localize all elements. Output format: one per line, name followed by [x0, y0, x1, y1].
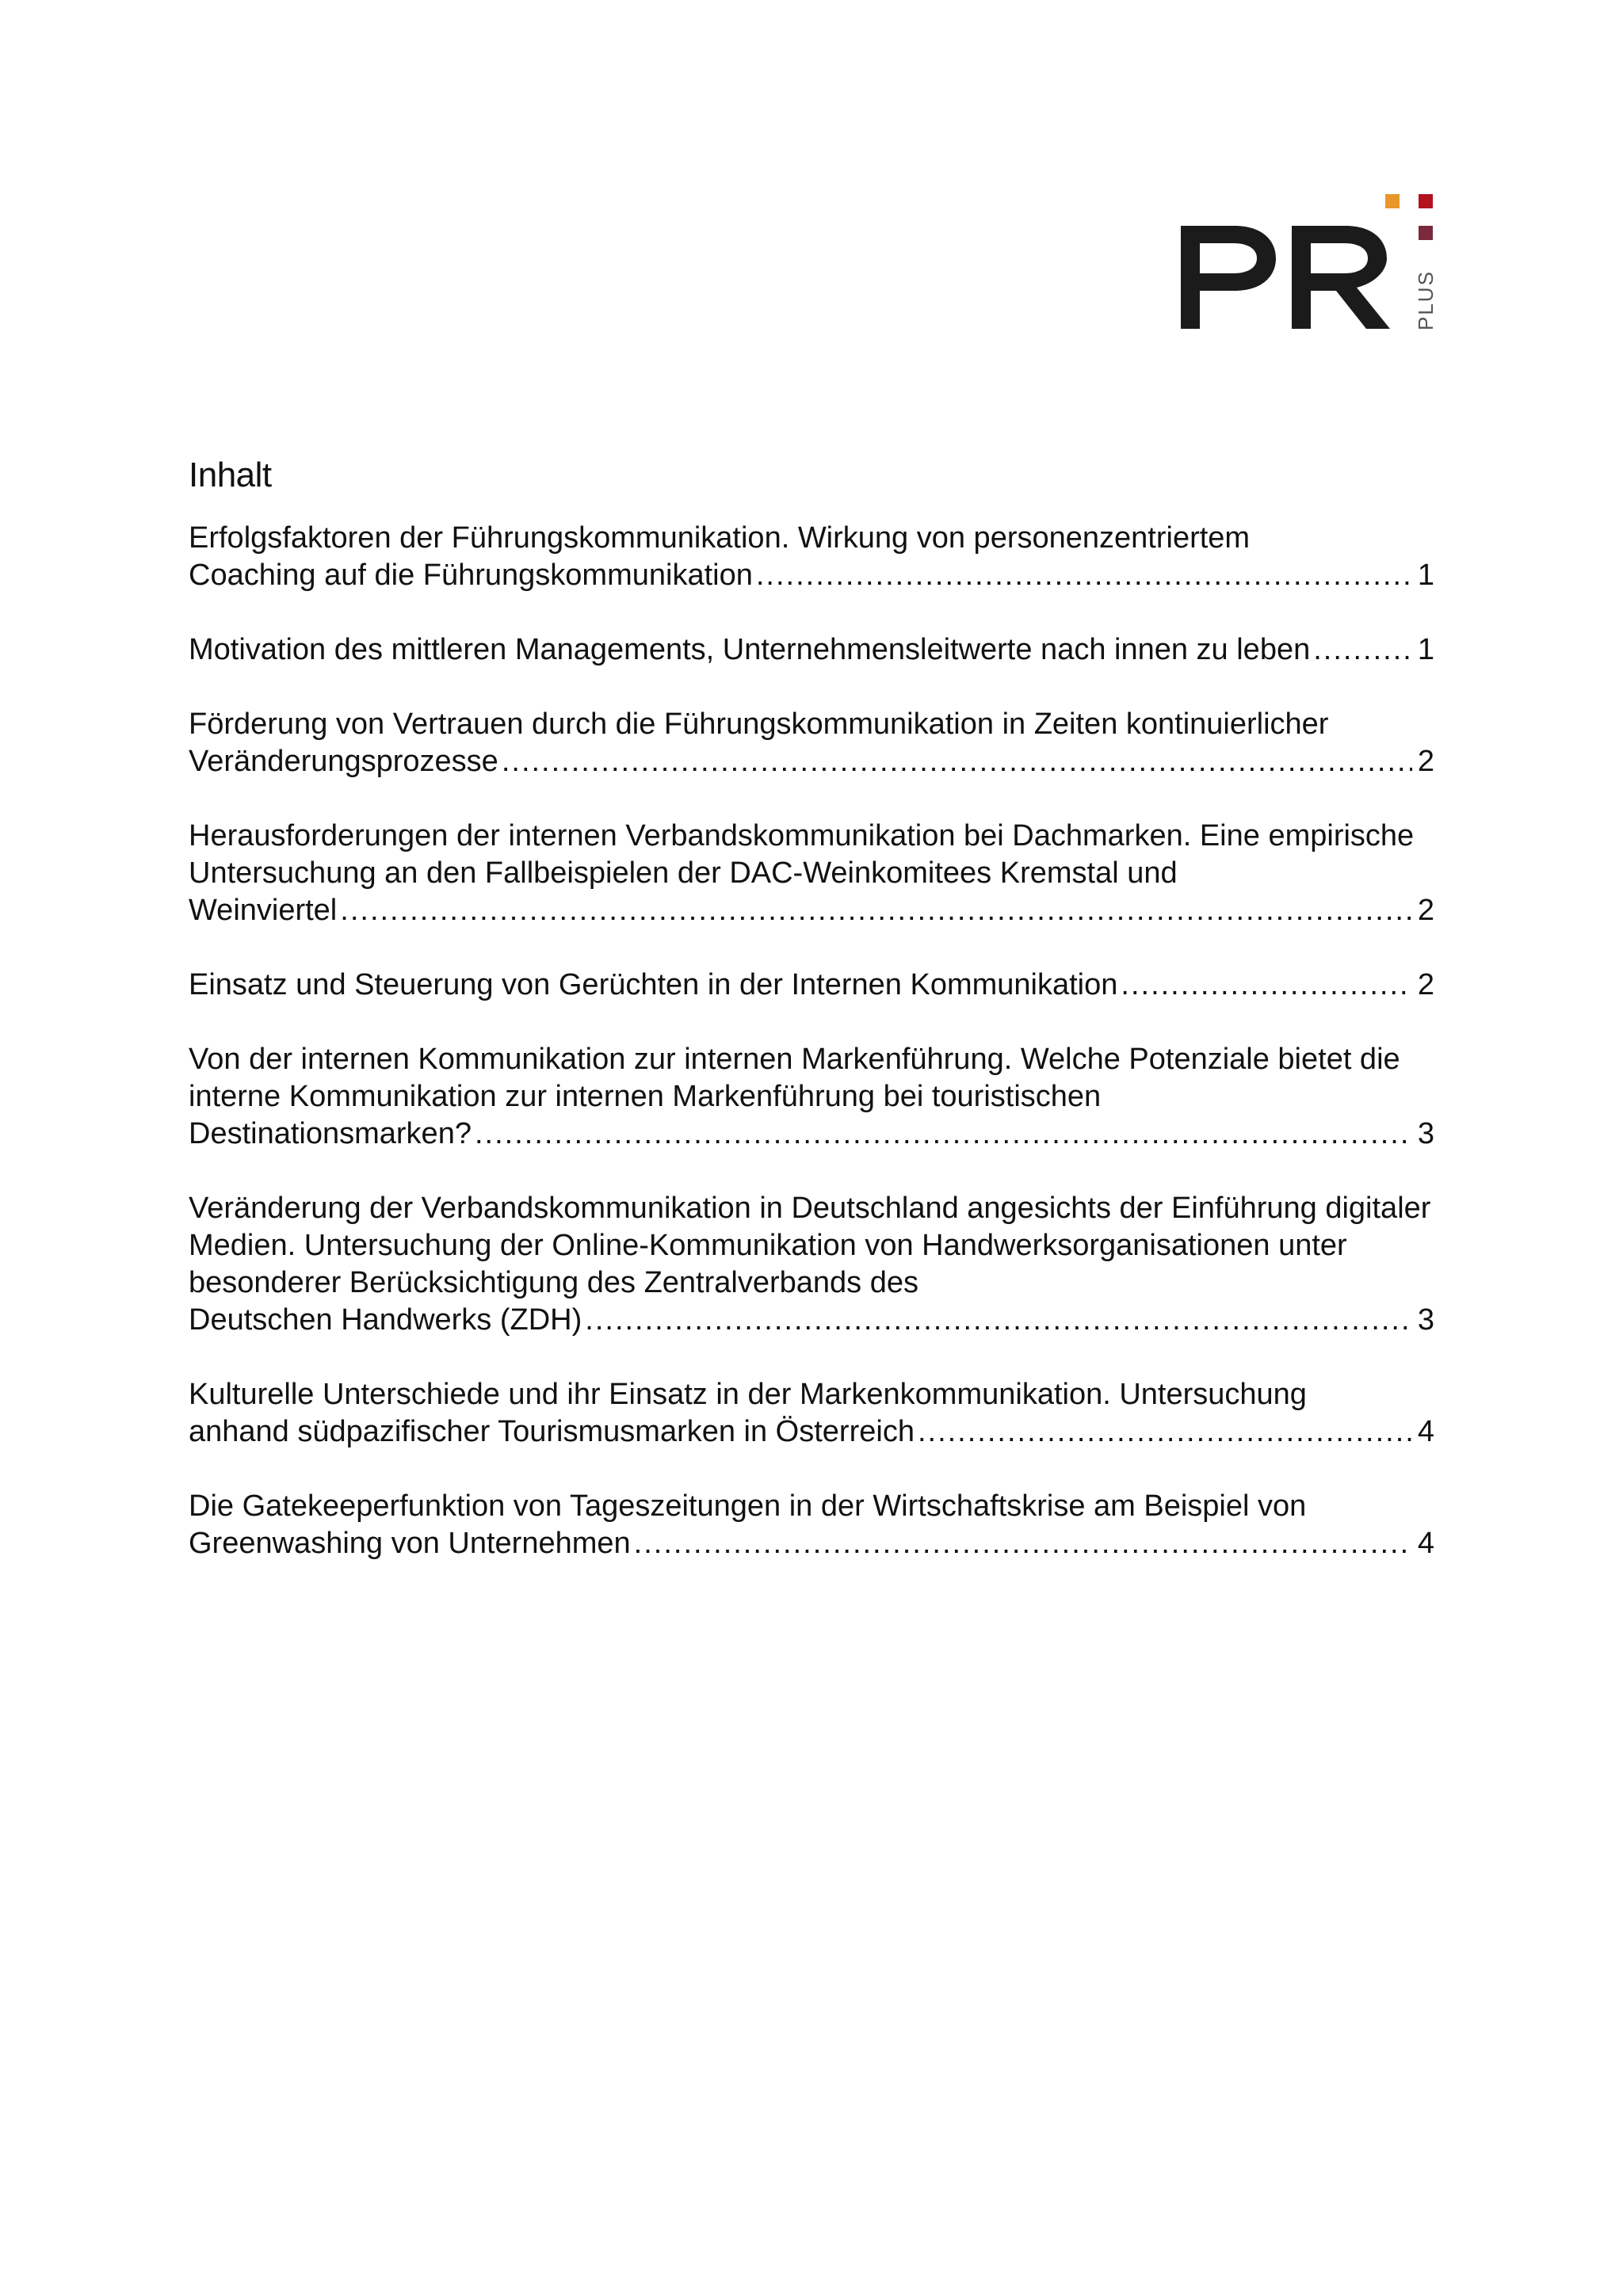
toc-entry-title-end: Greenwashing von Unternehmen [189, 1527, 631, 1560]
dot-leader [756, 557, 1412, 594]
toc-entry-last-line [189, 631, 1434, 669]
toc-entry[interactable] [189, 706, 1434, 780]
toc-entries [189, 520, 1434, 1562]
toc-entry-title-end: Einsatz und Steuerung von Gerüchten in der Internen Kommunikation [189, 968, 1118, 1001]
toc-entry-title: Die Gatekeeperfunktion von Tageszeitungen in der Wirtschaftskrise am Beispiel von [189, 1489, 1307, 1523]
toc-entry-title: Förderung von Vertrauen durch die Führungskommunikation in Zeiten kontinuierlicher [189, 707, 1329, 741]
toc-page-number: 2 [1417, 745, 1434, 778]
toc-entry-title-end: Coaching auf die Führungskommunikation [189, 559, 753, 592]
toc-entry-last-line [189, 967, 1434, 1004]
toc-entry-title-end: anhand südpazifischer Tourismusmarken in Österreich [189, 1415, 915, 1448]
dot-leader [340, 892, 1412, 929]
toc-entry-title: Herausforderungen der internen Verbandskommunikation bei Dachmarken. Eine empirische Untersuchung an den Fallbeispielen der DAC-Weinkomitees Kremstal und [189, 819, 1415, 890]
toc-entry-last-line [189, 1302, 1434, 1339]
toc-entry-title-end: Weinviertel [189, 894, 338, 927]
toc-entry[interactable] [189, 1488, 1434, 1562]
pr-plus-logo [1173, 186, 1442, 337]
toc-entry-title: Erfolgsfaktoren der Führungskommunikation. Wirkung von personenzentriertem [189, 521, 1251, 555]
dot-leader [918, 1413, 1412, 1451]
toc-entry[interactable] [189, 818, 1434, 929]
toc-entry[interactable] [189, 967, 1434, 1004]
dot-leader [475, 1116, 1412, 1153]
toc-page-number: 4 [1417, 1415, 1434, 1448]
toc-entry-last-line [189, 1525, 1434, 1562]
toc-page-number: 3 [1417, 1117, 1434, 1150]
toc-page-number: 3 [1417, 1303, 1434, 1337]
toc-page-number: 2 [1417, 968, 1434, 1001]
toc-page-number: 4 [1417, 1527, 1434, 1560]
dot-leader [502, 743, 1412, 780]
toc-entry[interactable] [189, 631, 1434, 669]
toc-entry-last-line [189, 892, 1434, 929]
logo-letter-p [1181, 226, 1276, 329]
toc-entry-title-end: Deutschen Handwerks (ZDH) [189, 1303, 582, 1337]
toc-entry-title: Von der internen Kommunikation zur internen Markenführung. Welche Potenziale bietet die interne Kommunikation zur internen Markenführung bei touristischen [189, 1043, 1400, 1113]
table-of-contents [189, 452, 1434, 1600]
toc-page-number: 1 [1417, 633, 1434, 666]
toc-entry-last-line [189, 1116, 1434, 1153]
toc-entry-title: Veränderung der Verbandskommunikation in Deutschland angesichts der Einführung digitaler Medien. Untersuchung der Online-Kommunikation von Handwerksorganisationen unter besonderer Berücksichtigung des Zentralverbands des [189, 1192, 1431, 1299]
dot-leader [1313, 631, 1412, 669]
toc-entry[interactable] [189, 1190, 1434, 1339]
toc-entry[interactable] [189, 520, 1434, 594]
logo-square-red [1419, 194, 1433, 208]
dot-leader [585, 1302, 1412, 1339]
toc-entry-last-line [189, 1413, 1434, 1451]
logo-square-maroon [1419, 226, 1433, 240]
toc-entry[interactable] [189, 1376, 1434, 1451]
toc-entry-title: Kulturelle Unterschiede und ihr Einsatz in der Markenkommunikation. Untersuchung [189, 1378, 1307, 1411]
logo-tagline: PLUS [1414, 270, 1438, 330]
dot-leader [634, 1525, 1412, 1562]
toc-page-number: 2 [1417, 894, 1434, 927]
logo-square-orange [1385, 194, 1400, 208]
logo-letter-r [1292, 226, 1390, 329]
toc-entry-last-line [189, 743, 1434, 780]
toc-entry-last-line [189, 557, 1434, 594]
toc-entry-title-end: Motivation des mittleren Managements, Unternehmensleitwerte nach innen zu leben [189, 633, 1311, 666]
toc-entry-title-end: Destinationsmarken? [189, 1117, 472, 1150]
toc-page-number: 1 [1417, 559, 1434, 592]
toc-heading: Inhalt [189, 456, 272, 494]
toc-entry[interactable] [189, 1041, 1434, 1153]
toc-entry-title-end: Veränderungsprozesse [189, 745, 498, 778]
dot-leader [1121, 967, 1412, 1004]
